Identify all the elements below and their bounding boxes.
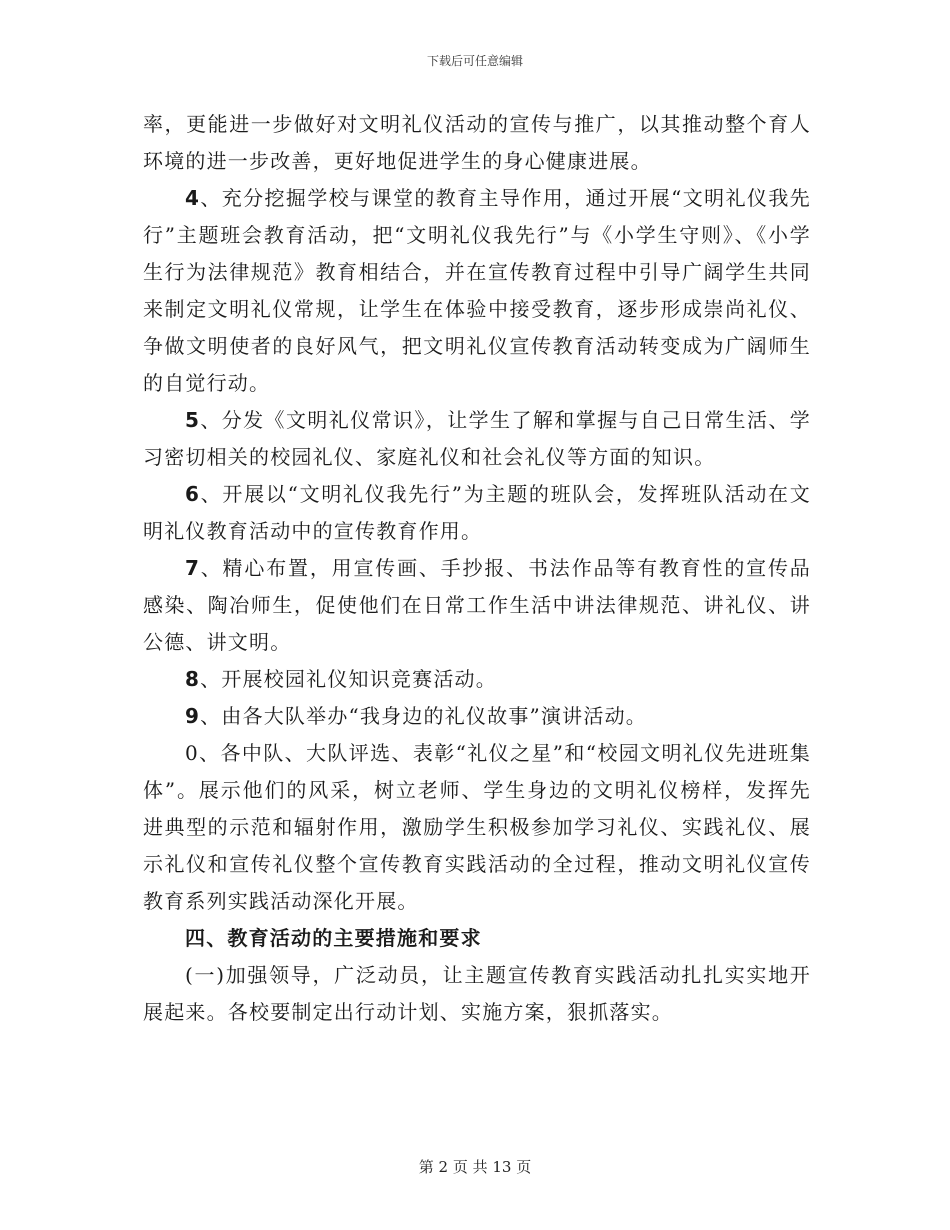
paragraph-item-6 [143,476,811,550]
paragraph-closing: (一)加强领导，广泛动员，让主题宣传教育实践活动扎扎实实地开展起来。各校要制定出行动计划、实施方案，狠抓落实。 [143,963,811,1024]
paragraph-item-8 [143,661,811,698]
paragraph-continuation [143,106,811,180]
paragraph-text: 、开展以“文明礼仪我先行”为主题的班队会，发挥班队活动在文明礼仪教育活动中的宣传教育作用。 [143,482,811,543]
paragraph-item-10 [143,735,811,920]
paragraph-item-7 [143,550,811,661]
paragraph-item-9 [143,698,811,735]
paragraph-text: 、分发《文明礼仪常识》，让学生了解和掌握与自己日常生活、学习密切相关的校园礼仪、家庭礼仪和社会礼仪等方面的知识。 [143,408,811,469]
paragraph-text: 、由各大队举办“我身边的礼仪故事”演讲活动。 [200,704,647,728]
paragraph-item-5 [143,402,811,476]
paragraph-text: 率，更能进一步做好对文明礼仪活动的宣传与推广，以其推动整个育人环境的进一步改善，更好地促进学生的身心健康进展。 [143,112,811,173]
paragraph-number: 6 [185,482,201,506]
paragraph-text: 、开展校园礼仪知识竞赛活动。 [200,667,497,691]
page-header: 下载后可任意编辑 [426,54,523,68]
section-heading: 四、教育活动的主要措施和要求 [185,926,482,950]
paragraph-item-4 [143,180,811,402]
page-footer: 第 2 页 共 13 页 [418,1158,532,1176]
paragraph-text: 、精心布置，用宣传画、手抄报、书法作品等有教育性的宣传品感染、陶冶师生，促使他们在日常工作生活中讲法律规范、讲礼仪、讲公德、讲文明。 [143,556,811,654]
paragraph-number: 5 [185,408,201,432]
paragraph-number: 7 [185,556,201,580]
paragraph-number: 9 [185,704,201,728]
paragraph-text: 、充分挖掘学校与课堂的教育主导作用，通过开展“文明礼仪我先行”主题班会教育活动，把“文明礼仪我先行”与《小学生守则》、《小学生行为法律规范》教育相结合，并在宣传教育过程中引导广阔学生共同来制定文明礼仪常规，让学生在体验中接受教育，逐步形成崇尚礼仪、争做文明使者的良好风气，把文明礼仪宣传教育活动转变成为广阔师生的自觉行动。 [143,186,811,395]
document-body [143,106,811,1031]
paragraph-number: 4 [185,186,201,210]
paragraph-number: 8 [185,667,201,691]
paragraph-text: 0、各中队、大队评选、表彰“礼仪之星”和“校园文明礼仪先进班集体”。展示他们的风采，树立老师、学生身边的文明礼仪榜样，发挥先进典型的示范和辐射作用，激励学生积极参加学习礼仪、实践礼仪、展示礼仪和宣传礼仪整个宣传教育实践活动的全过程，推动文明礼仪宣传教育系列实践活动深化开展。 [143,741,811,913]
